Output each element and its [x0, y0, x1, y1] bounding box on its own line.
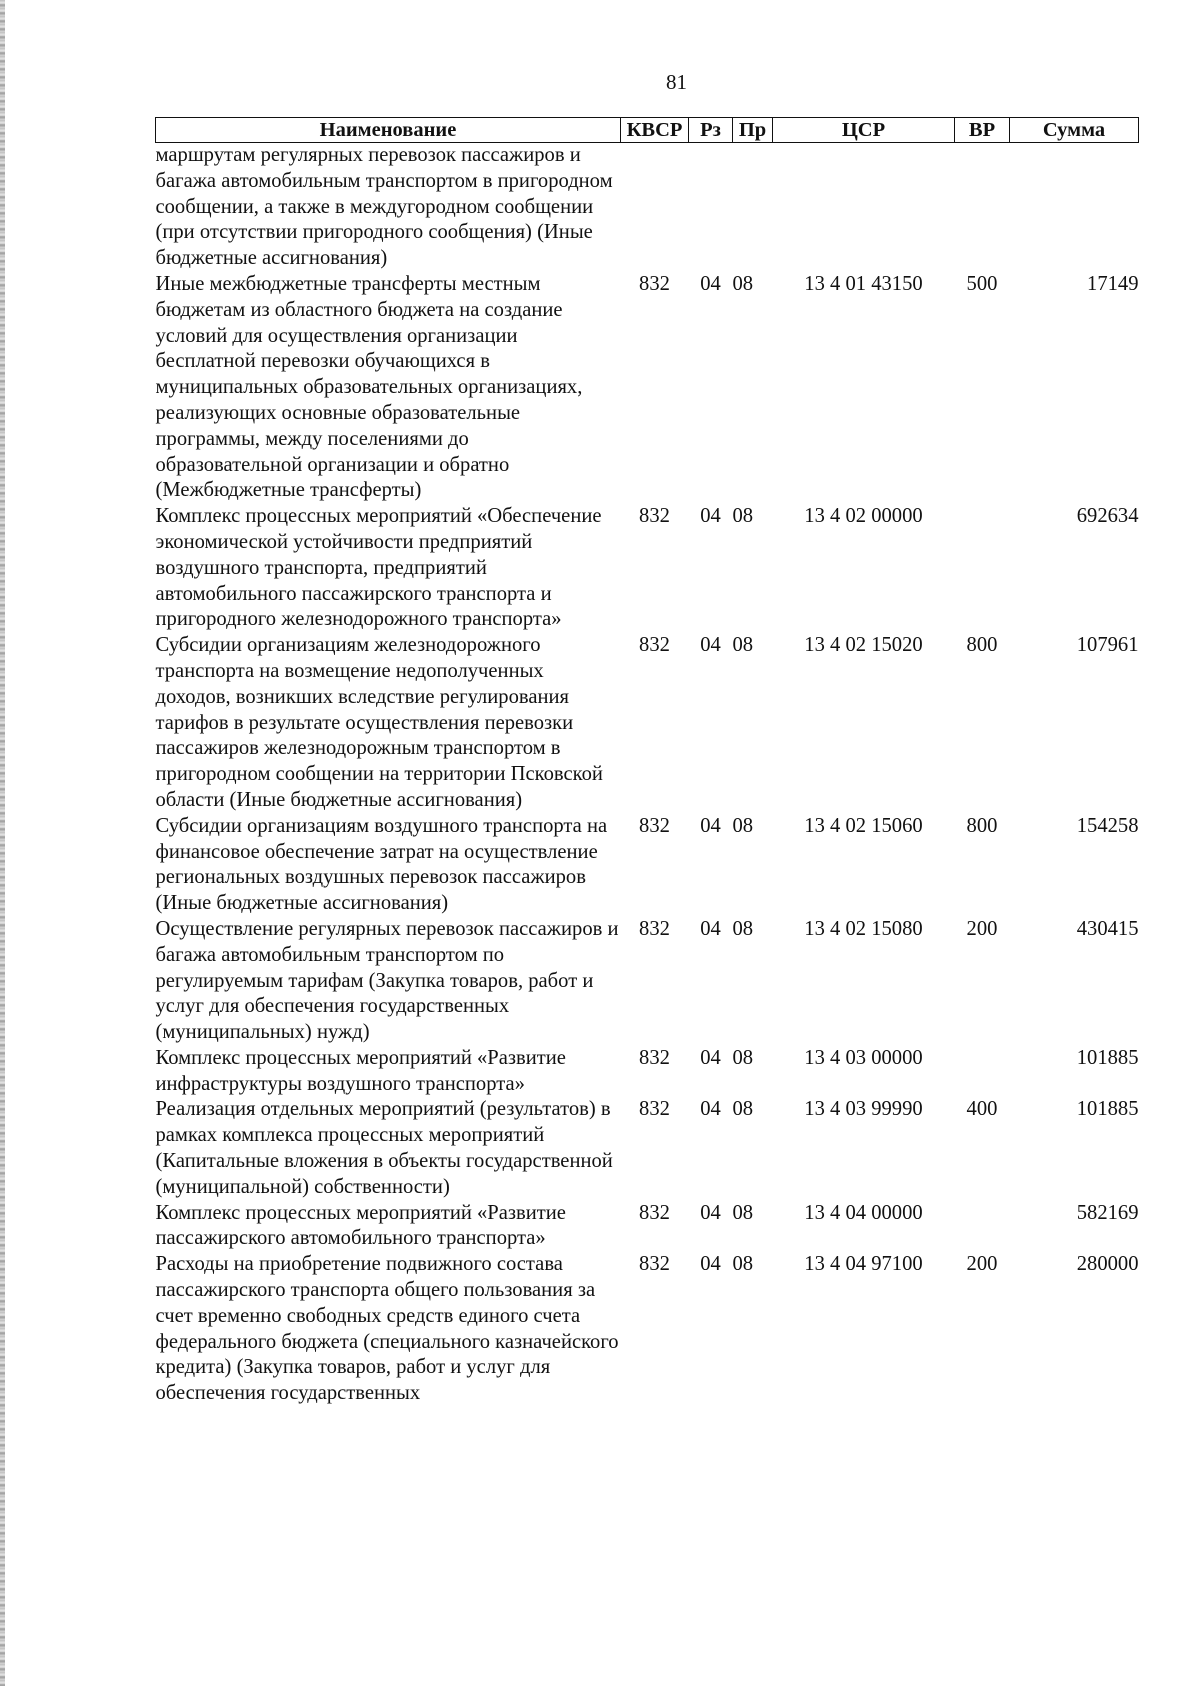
row-csr: 13 4 04 00000	[804, 1201, 923, 1224]
row-name: Реализация отдельных мероприятий (результатов) в рамках комплекса процессных мероприятий (Капитальные вложения в объекты государственной (муниципальной) собственности)	[155, 1098, 613, 1198]
row-pr: 08	[732, 505, 754, 528]
row-kvsr: 832	[639, 1253, 670, 1276]
row-pr: 08	[732, 917, 754, 940]
row-csr: 13 4 01 43150	[804, 272, 923, 295]
row-sum: 280000	[1076, 1253, 1139, 1276]
table-row	[156, 1252, 1139, 1407]
row-rz: 04	[700, 505, 721, 528]
header-sum: Сумма	[1010, 118, 1139, 143]
table-row	[156, 272, 1139, 504]
row-csr: 13 4 02 15020	[804, 634, 923, 657]
row-pr: 08	[732, 1098, 754, 1121]
row-rz: 04	[700, 1046, 721, 1069]
row-pr: 08	[732, 1201, 754, 1224]
row-sum: 430415	[1076, 917, 1139, 940]
row-name: маршрутам регулярных перевозок пассажиров и багажа автомобильным транспортом в пригородном сообщении, а также в междугородном сообщении (при отсутствии пригородного сообщения) (Иные бюджетные ассигнования)	[155, 144, 613, 270]
table-row	[156, 1097, 1139, 1200]
row-kvsr: 832	[639, 1098, 670, 1121]
row-vr	[955, 143, 1010, 272]
row-sum: 107961	[1076, 634, 1139, 657]
row-vr	[955, 1046, 1010, 1098]
page-number: 81	[666, 70, 687, 94]
table-row	[156, 1201, 1139, 1253]
row-vr	[955, 504, 1010, 633]
row-pr: 08	[732, 814, 754, 837]
row-csr: 13 4 02 00000	[804, 505, 923, 528]
row-pr: 08	[732, 634, 754, 657]
row-name: Иные межбюджетные трансферты местным бюджетам из областного бюджета на создание условий для осуществления организации бесплатной перевозки обучающихся в муниципальных образовательных организациях, реализующих основные образовательные программы, между поселениями до образовательной организации и обратно (Межбюджетные трансферты)	[155, 272, 583, 502]
row-kvsr: 832	[639, 505, 670, 528]
row-rz	[689, 143, 733, 272]
row-pr	[733, 143, 773, 272]
row-csr: 13 4 02 15060	[804, 814, 923, 837]
row-vr: 200	[966, 1253, 998, 1276]
row-sum: 101885	[1076, 1046, 1139, 1069]
table-row	[156, 504, 1139, 633]
row-name: Субсидии организациям воздушного транспорта на финансовое обеспечение затрат на осуществление региональных воздушных перевозок пассажиров (Иные бюджетные ассигнования)	[155, 814, 608, 915]
row-name: Расходы на приобретение подвижного состава пассажирского транспорта общего пользования за счет временно свободных средств единого счета федерального бюджета (специального казначейского кредита) (Закупка товаров, работ и услуг для обеспечения государственных	[155, 1253, 619, 1405]
row-kvsr: 832	[639, 1201, 670, 1224]
row-vr	[955, 1201, 1010, 1253]
table-row	[156, 633, 1139, 814]
row-vr: 500	[966, 272, 998, 295]
row-name: Комплекс процессных мероприятий «Развитие пассажирского автомобильного транспорта»	[155, 1201, 566, 1250]
table-row	[156, 1046, 1139, 1098]
table-row	[156, 917, 1139, 1046]
row-csr: 13 4 02 15080	[804, 917, 923, 940]
row-vr: 200	[966, 917, 998, 940]
row-rz: 04	[700, 1201, 721, 1224]
row-csr: 13 4 04 97100	[804, 1253, 923, 1276]
row-kvsr	[621, 143, 689, 272]
row-rz: 04	[700, 272, 721, 295]
row-sum: 101885	[1076, 1098, 1139, 1121]
row-rz: 04	[700, 1098, 721, 1121]
row-csr	[773, 143, 955, 272]
row-kvsr: 832	[639, 917, 670, 940]
header-kvsr: КВСР	[621, 118, 689, 143]
row-name: Субсидии организациям железнодорожного транспорта на возмещение недополученных доходов, возникших вследствие регулирования тарифов в результате осуществления перевозки пассажиров железнодорожным транспортом в пригородном сообщении на территории Псковской области (Иные бюджетные ассигнования)	[155, 634, 603, 811]
row-rz: 04	[700, 634, 721, 657]
header-rz: Рз	[689, 118, 733, 143]
table-body	[156, 143, 1139, 1408]
row-kvsr: 832	[639, 1046, 670, 1069]
row-sum: 154258	[1076, 814, 1139, 837]
header-pr: Пр	[733, 118, 773, 143]
row-csr: 13 4 03 00000	[804, 1046, 923, 1069]
header-name: Наименование	[156, 118, 621, 143]
scan-edge	[0, 0, 5, 1686]
row-sum: 17149	[1087, 272, 1139, 295]
header-vr: ВР	[955, 118, 1010, 143]
row-vr: 800	[966, 634, 998, 657]
row-rz: 04	[700, 814, 721, 837]
row-kvsr: 832	[639, 272, 670, 295]
budget-table	[155, 117, 1139, 1407]
header-csr: ЦСР	[773, 118, 955, 143]
table-header	[156, 118, 1139, 143]
row-sum: 582169	[1076, 1201, 1139, 1224]
row-name: Комплекс процессных мероприятий «Обеспечение экономической устойчивости предприятий воздушного транспорта, предприятий автомобильного пассажирского транспорта и пригородного железнодорожного транспорта»	[155, 505, 602, 631]
row-kvsr: 832	[639, 814, 670, 837]
row-kvsr: 832	[639, 634, 670, 657]
row-pr: 08	[732, 272, 754, 295]
row-vr: 400	[966, 1098, 998, 1121]
row-vr: 800	[966, 814, 998, 837]
row-name: Комплекс процессных мероприятий «Развитие инфраструктуры воздушного транспорта»	[155, 1046, 566, 1095]
row-pr: 08	[732, 1046, 754, 1069]
row-name: Осуществление регулярных перевозок пассажиров и багажа автомобильным транспортом по регулируемым тарифам (Закупка товаров, работ и услуг для обеспечения государственных (муниципальных) нужд)	[155, 917, 619, 1044]
row-rz: 04	[700, 1253, 721, 1276]
row-pr: 08	[732, 1253, 754, 1276]
row-sum: 692634	[1076, 505, 1139, 528]
row-sum	[1010, 143, 1139, 272]
row-rz: 04	[700, 917, 721, 940]
table-row	[156, 143, 1139, 272]
table-row	[156, 814, 1139, 917]
row-csr: 13 4 03 99990	[804, 1098, 923, 1121]
